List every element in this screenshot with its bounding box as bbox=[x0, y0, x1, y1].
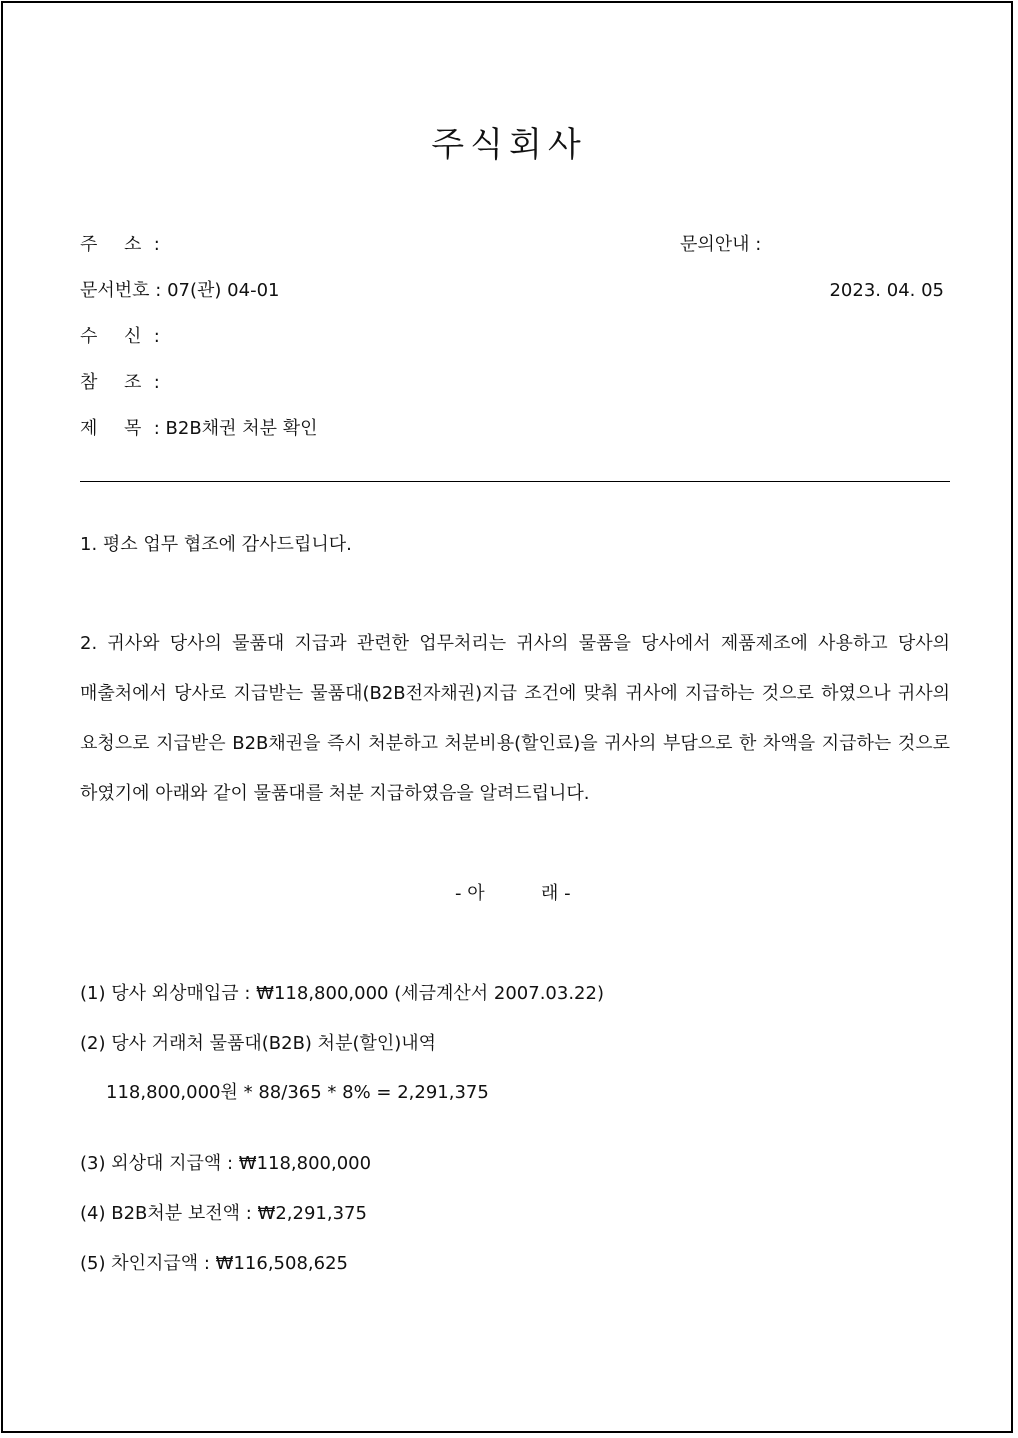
item-2: (2) 당사 거래처 물품대(B2B) 처분(할인)내역 bbox=[80, 1033, 437, 1054]
doc-number-colon: : bbox=[155, 280, 162, 301]
subject-label-1: 제 bbox=[80, 418, 98, 439]
reference-label-1: 참 bbox=[80, 372, 98, 393]
recipient-row bbox=[80, 325, 160, 349]
inquiry-row bbox=[680, 233, 761, 257]
inquiry-label: 문의안내 bbox=[680, 234, 750, 255]
inquiry-colon: : bbox=[755, 234, 762, 255]
doc-number-label: 문서번호 bbox=[80, 280, 150, 301]
company-title: 주식회사 bbox=[431, 125, 587, 165]
address-row bbox=[80, 233, 160, 257]
subject-label-2: 목 bbox=[124, 418, 142, 439]
address-colon: : bbox=[153, 234, 160, 255]
reference-row bbox=[80, 371, 160, 395]
notice-heading-right: 래 - bbox=[541, 883, 571, 904]
item-2-calculation: 118,800,000원 * 88/365 * 8% = 2,291,375 bbox=[106, 1082, 489, 1103]
paragraph-2: 2. 귀사와 당사의 물품대 지급과 관련한 업무처리는 귀사의 물품을 당사에서 제품제조에 사용하고 당사의 매출처에서 당사로 지급받는 물품대(B2B전자채권)지급 조건에 맞춰 귀사에 지급하는 것으로 하였으나 귀사의 요청으로 지급받은 B2B채권을 즉시 처분하고 처분비용(할인료)을 귀사의 부담으로 한 차액을 지급하는 것으로 하였기에 아래와 같이 물품대를 처분 지급하였음을 알려드립니다. bbox=[80, 633, 950, 804]
paragraph-1: 1. 평소 업무 협조에 감사드립니다. bbox=[80, 534, 352, 555]
notice-heading-left: - 아 bbox=[455, 883, 485, 904]
subject-value: B2B채권 처분 확인 bbox=[165, 418, 318, 439]
document-date: 2023. 04. 05 bbox=[829, 280, 944, 301]
item-1: (1) 당사 외상매입금 : ₩118,800,000 (세금계산서 2007.03.22) bbox=[80, 983, 604, 1004]
document-page bbox=[1, 1, 1013, 1433]
address-label-2: 소 bbox=[124, 234, 142, 255]
reference-label-2: 조 bbox=[124, 372, 142, 393]
doc-number-row bbox=[80, 279, 279, 303]
reference-colon: : bbox=[153, 372, 160, 393]
item-3: (3) 외상대 지급액 : ₩118,800,000 bbox=[80, 1153, 372, 1174]
recipient-colon: : bbox=[153, 326, 160, 347]
subject-row bbox=[80, 417, 317, 441]
item-4: (4) B2B처분 보전액 : ₩2,291,375 bbox=[80, 1203, 367, 1224]
header-divider bbox=[80, 481, 950, 482]
doc-number-value: 07(관) 04-01 bbox=[167, 280, 280, 301]
address-label-1: 주 bbox=[80, 234, 98, 255]
item-5: (5) 차인지급액 : ₩116,508,625 bbox=[80, 1253, 348, 1274]
recipient-label-2: 신 bbox=[124, 326, 142, 347]
recipient-label-1: 수 bbox=[80, 326, 98, 347]
subject-colon: : bbox=[153, 418, 160, 439]
